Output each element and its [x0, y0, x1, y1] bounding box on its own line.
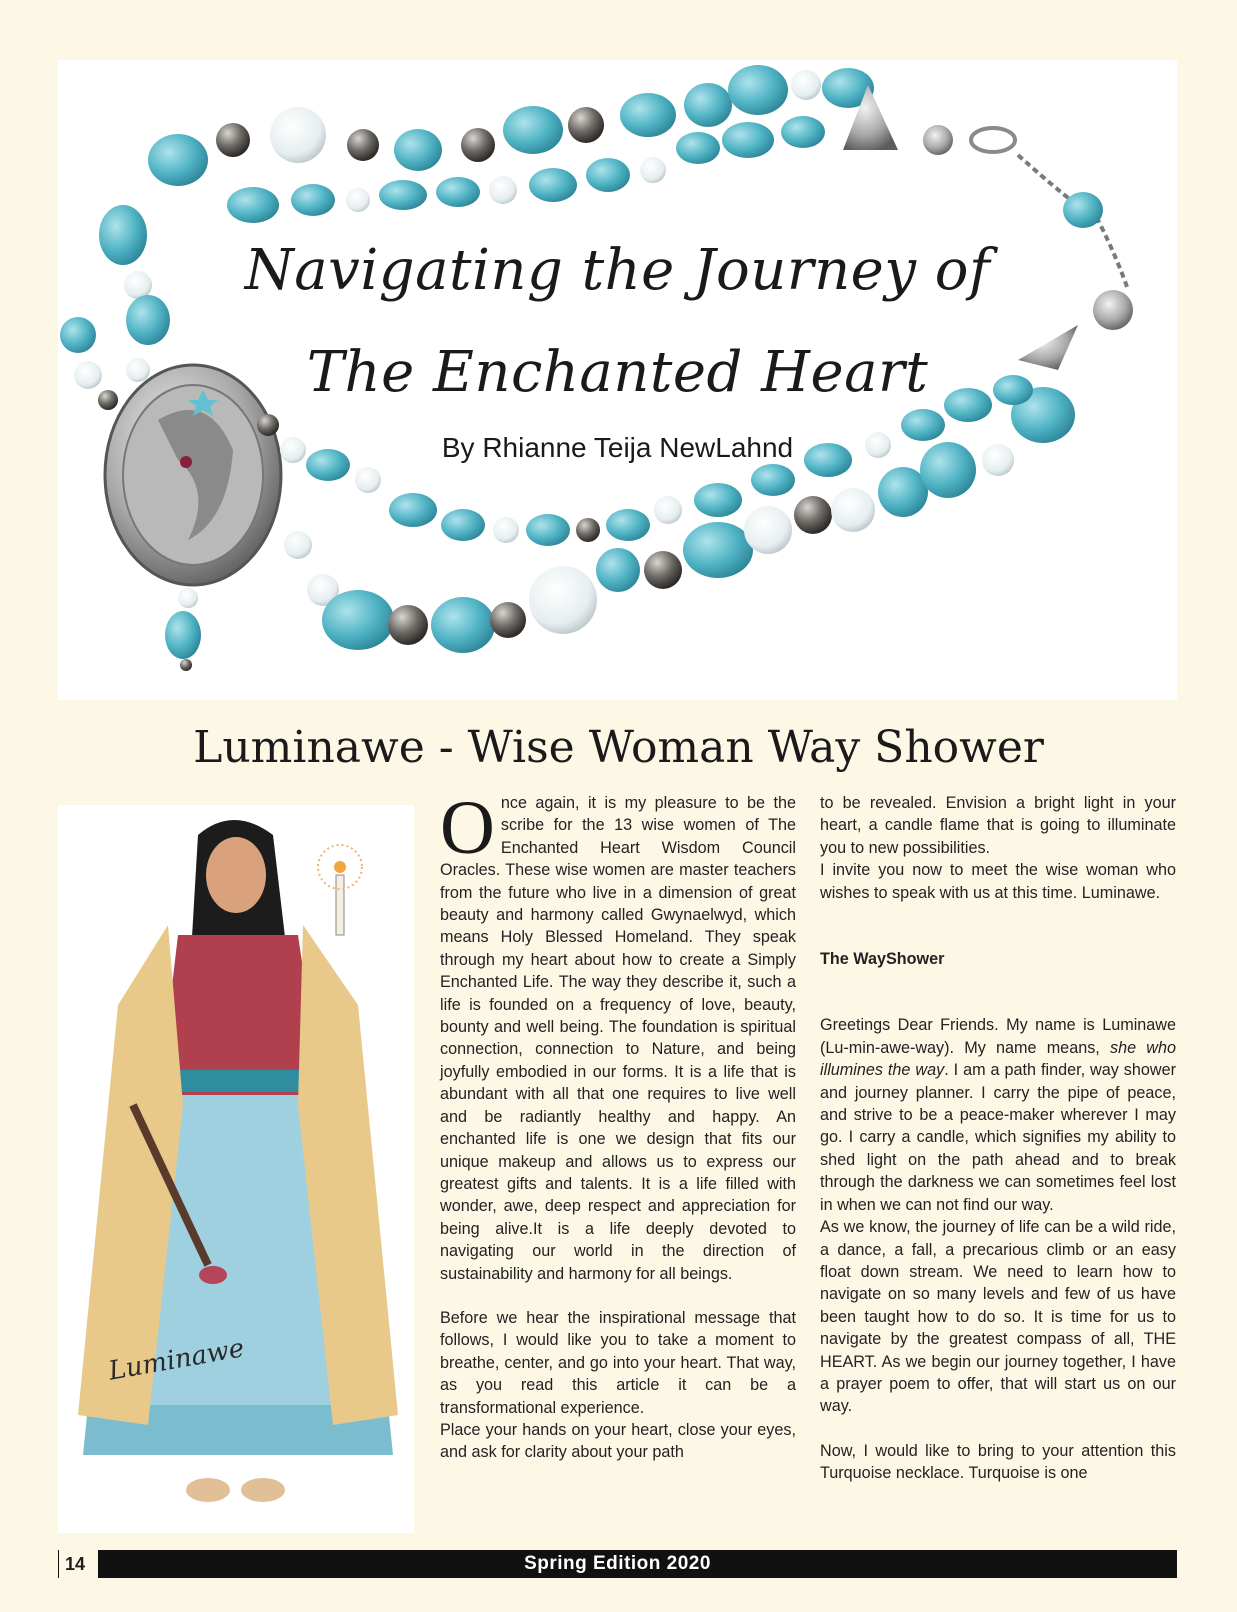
- article-column-2: [820, 792, 1176, 1485]
- page-footer: [58, 1550, 1177, 1578]
- paragraph-text: . I am a path finder, way shower and journey planner. I carry the pipe of peace, and strive to be a peace-maker wherever I may go. I carry a candle, which signifies my ability to shed light on the path ahead and to break through the darkness we can sometimes feel lost in when we can not find our way.: [820, 1061, 1176, 1214]
- hero-necklace-image: [58, 60, 1177, 700]
- paragraph: Now, I would like to bring to your attention this Turquoise necklace. Turquoise is one: [820, 1441, 1176, 1483]
- section-heading: Luminawe - Wise Woman Way Shower: [193, 722, 1044, 773]
- emphasis-text: she who illumines the way: [820, 1038, 1176, 1080]
- strand-top-outer: [148, 65, 874, 186]
- paragraph: Before we hear the inspirational message that follows, I would like you to take a moment to breathe, center, and go into your heart. That way, as you read this article it can be a transformational experience.: [440, 1308, 796, 1417]
- article-title-line-1: Navigating the Journey of: [244, 238, 991, 303]
- subheading: The WayShower: [820, 950, 945, 969]
- article-title-line-2: The Enchanted Heart: [306, 340, 929, 405]
- wise-woman-drawing: [58, 805, 414, 1533]
- drop-cap: O: [440, 786, 495, 870]
- luminawe-illustration: [58, 805, 414, 1533]
- page-number: 14: [58, 1550, 96, 1578]
- author-byline: By Rhianne Teija NewLahnd: [441, 432, 794, 463]
- paragraph: As we know, the journey of life can be a wild ride, a dance, a fall, a precarious climb or an easy float down stream. We need to learn how to navigate on so many levels and few of us have been taught how to do so. It is time for us to navigate by the greatest compass of all, THE HEART. As we begin our journey together, I have a prayer poem to offer, that will start us on our way.: [820, 1218, 1176, 1416]
- paragraph: Place your hands on your heart, close your eyes, and ask for clarity about your path: [440, 1420, 796, 1462]
- paragraph: I invite you now to meet the wise woman who wishes to speak with us at this time. Luminawe.: [820, 861, 1176, 902]
- paragraph: to be revealed. Envision a bright light in your heart, a candle flame that is going to illuminate you to new possibilities.: [820, 794, 1176, 857]
- illustration-caption: Luminawe: [106, 1333, 247, 1387]
- pendant: [105, 365, 281, 671]
- article-column-1: [440, 786, 796, 1464]
- paragraph-text: Greetings Dear Friends. My name is Luminawe (Lu-min-awe-way). My name means,: [820, 1016, 1176, 1057]
- paragraph: [820, 1014, 1176, 1216]
- paragraph-text: nce again, it is my pleasure to be the scribe for the 13 wise women of The Enchanted Heart Wisdom Council Oracles. These wise women are master teachers from the future who live in a dimension of great beauty and harmony called Gwynaelwyd, which means Holy Blessed Homeland. They speak through my heart about how to create a Simply Enchanted Life. The way they describe it, such a life is founded on a frequency of love, beauty, bounty and well being. The foundation is spiritual connection, connection to Nature, and being joyfully embodied in our forms. It is a life that is abundant with all that one requires to live well and be radiantly healthy and happy. An enchanted life is one we design that fits our unique makeup and allows us to express our greatest gifts and talents. It is a life filled with wonder, awe, deep respect and appreciation for being alive.It is a life deeply devoted to navigating our world in the direction of sustainability and harmony for all beings.: [440, 794, 796, 1283]
- paragraph: [440, 786, 796, 1285]
- clasp: [843, 85, 1133, 370]
- edition-label: Spring Edition 2020: [524, 1553, 711, 1574]
